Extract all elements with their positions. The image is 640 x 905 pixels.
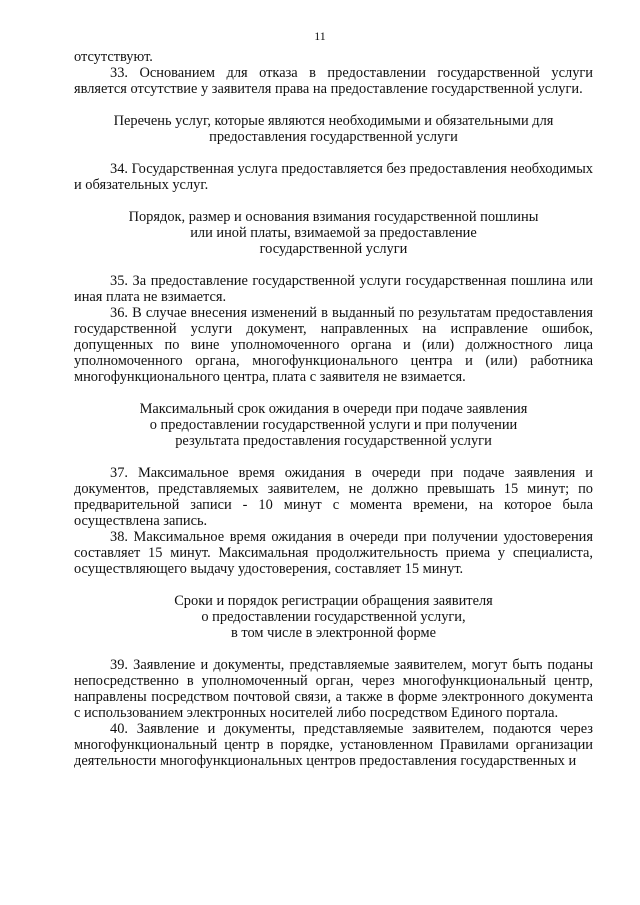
heading-line: Порядок, размер и основания взимания государственной пошлины	[128, 209, 539, 225]
spacer	[74, 577, 593, 593]
heading-line: Максимальный срок ожидания в очереди при подаче заявления	[139, 401, 528, 417]
heading-line: или иной платы, взимаемой за предоставление	[190, 225, 477, 241]
spacer	[74, 449, 593, 465]
spacer	[74, 193, 593, 209]
heading-line: о предоставлении государственной услуги и при получении	[149, 417, 518, 433]
heading-line: результата предоставления государственной услуги	[175, 433, 492, 449]
spacer	[74, 145, 593, 161]
paragraph-37: 37. Максимальное время ожидания в очереди при подаче заявления и документов, представляемых заявителем, не должно превышать 15 минут; по предварительной записи - 10 минут с момента времени, на которое была осуществлена запись.	[74, 465, 593, 529]
heading-line: Сроки и порядок регистрации обращения заявителя	[174, 593, 493, 609]
section-heading-required-services	[74, 113, 593, 145]
paragraph-33: 33. Основанием для отказа в предоставлении государственной услуги является отсутствие у заявителя права на предоставление государственной услуги.	[74, 65, 593, 97]
spacer	[74, 385, 593, 401]
paragraph-38: 38. Максимальное время ожидания в очереди при получении удостоверения составляет 15 минут. Максимальная продолжительность приема у специалиста, осуществляющего выдачу удостоверения, составляет 15 минут.	[74, 529, 593, 577]
spacer	[74, 97, 593, 113]
page-number: 11	[314, 29, 326, 43]
spacer	[74, 641, 593, 657]
section-heading-fees	[74, 209, 593, 257]
heading-line: предоставления государственной услуги	[209, 129, 458, 145]
heading-line: государственной услуги	[259, 241, 408, 257]
document-body	[74, 49, 593, 769]
paragraph-39: 39. Заявление и документы, представляемые заявителем, могут быть поданы непосредственно в уполномоченный орган, через многофункциональный центр, направлены посредством почтовой связи, а также в форме электронного документа с использованием электронных носителей либо посредством Единого портала.	[74, 657, 593, 721]
heading-line: о предоставлении государственной услуги,	[201, 609, 466, 625]
paragraph-40: 40. Заявление и документы, представляемые заявителем, подаются через многофункциональный центр в порядке, установленном Правилами организации деятельности многофункциональных центров предоставления государственных и	[74, 721, 593, 769]
heading-line: Перечень услуг, которые являются необходимыми и обязательными для	[113, 113, 554, 129]
section-heading-registration	[74, 593, 593, 641]
paragraph-36: 36. В случае внесения изменений в выданный по результатам предоставления государственной услуги документ, направленных на исправление ошибок, допущенных по вине уполномоченного органа и (или) должностного лица уполномоченного органа, многофункционального центра и (или) работника многофункционального центра, плата с заявителя не взимается.	[74, 305, 593, 385]
paragraph-35: 35. За предоставление государственной услуги государственная пошлина или иная плата не взимается.	[74, 273, 593, 305]
heading-line: в том числе в электронной форме	[230, 625, 437, 641]
paragraph-34: 34. Государственная услуга предоставляется без предоставления необходимых и обязательных услуг.	[74, 161, 593, 193]
paragraph-continuation: отсутствуют.	[74, 49, 153, 65]
section-heading-queue-time	[74, 401, 593, 449]
spacer	[74, 257, 593, 273]
